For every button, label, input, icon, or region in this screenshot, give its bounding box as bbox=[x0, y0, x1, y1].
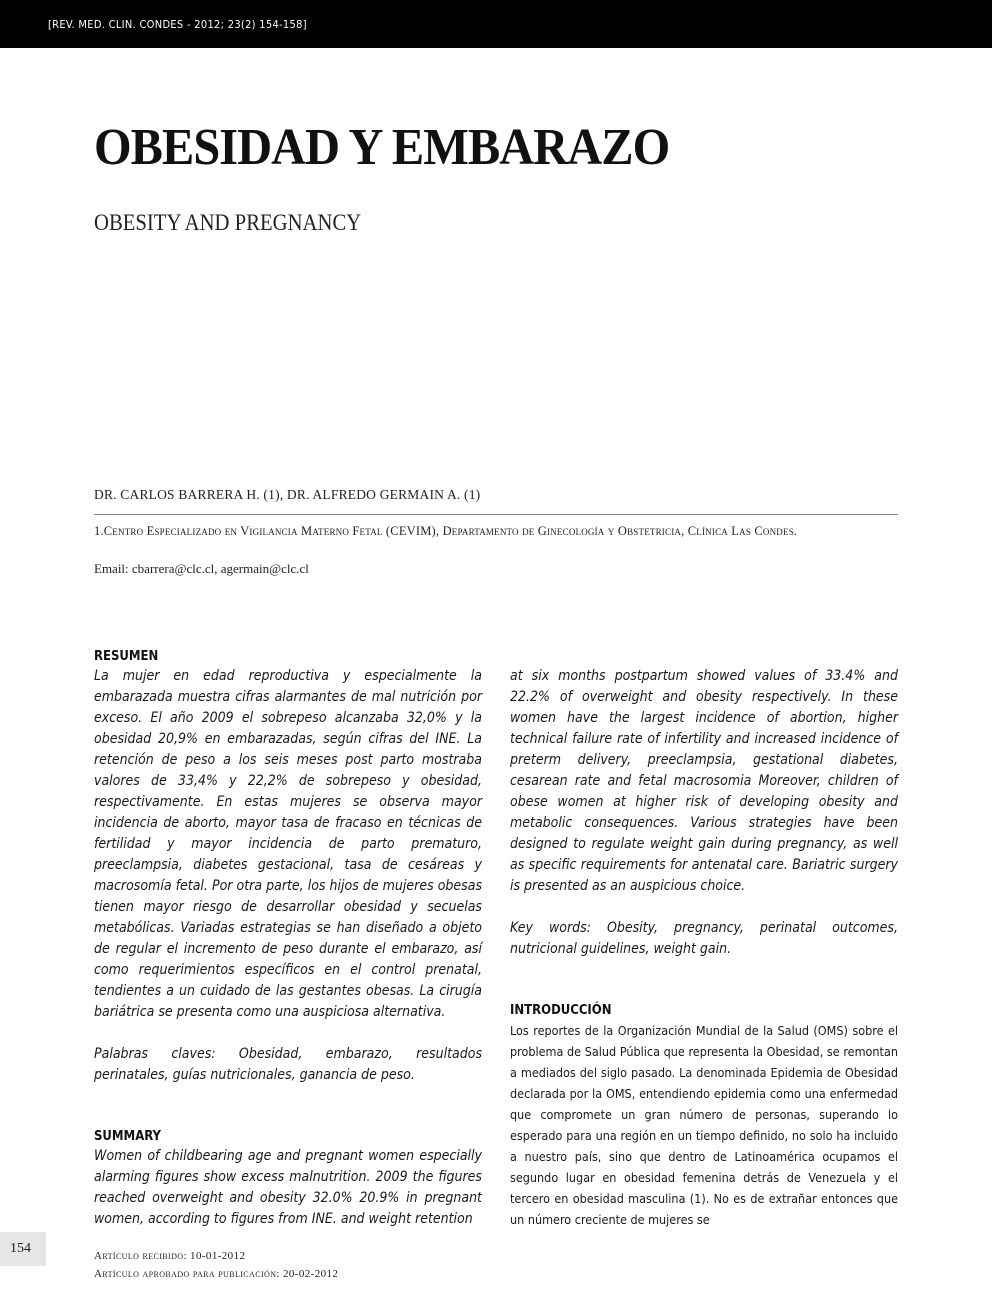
page-number-box bbox=[0, 1232, 46, 1266]
article-subtitle: OBESITY AND PREGNANCY bbox=[94, 210, 362, 235]
summary-body-part2: at six months postpartum showed values of 33.4% and 22.2% of overweight and obesity respectively. In these women have the largest incidence of abortion, higher technical failure rate of infertility and increased incidence of preterm delivery, preeclampsia, gestational diabetes, cesarean rate and fetal macrosomia Moreover, children of obese women at higher risk of developing obesity and metabolic consequences. Various strategies have been designed to regulate weight gain during pregnancy, as well as specific requirements for antenatal care. Bariatric surgery is presented as an auspicious choice. bbox=[510, 668, 898, 894]
received-date: Artículo recibido: 10-01-2012 bbox=[94, 1250, 246, 1262]
summary-heading: SUMMARY bbox=[94, 1129, 162, 1144]
page-number: 154 bbox=[10, 1241, 31, 1256]
article-title: OBESIDAD Y EMBARAZO bbox=[94, 119, 670, 176]
journal-reference: [REV. MED. CLIN. CONDES - 2012; 23(2) 154-158] bbox=[48, 18, 307, 31]
resumen-body: La mujer en edad reproductiva y especialmente la embarazada muestra cifras alarmantes de mal nutrición por exceso. El año 2009 el sobrepeso alcanzaba 32,0% y la obesidad 20,9% en embarazadas, según cifras del INE. La retención de peso a los seis meses post parto mostraba valores de 33,4% y 22,2% de sobrepeso y obesidad, respectivamente. En estas mujeres se observa mayor incidencia de aborto, mayor tasa de fracaso en técnicas de fertilidad y mayor incidencia de parto prematuro, preeclampsia, diabetes gestacional, tasa de cesáreas y macrosomía fetal. Por otra parte, los hijos de mujeres obesas tienen mayor riesgo de desarrollar obesidad y secuelas metabólicas. Variadas estrategias se han diseñado a objeto de regular el incremento de peso durante el embarazo, así como requerimientos específicos en el control prenatal, tendientes a un cuidado de las gestantes obesas. La cirugía bariátrica se presenta como una auspiciosa alternativa. bbox=[94, 668, 482, 1020]
resumen-keywords: Palabras claves: Obesidad, embarazo, resultados perinatales, guías nutricionales, ganancia de peso. bbox=[94, 1046, 482, 1083]
introduccion-heading: INTRODUCCIÓN bbox=[510, 1003, 612, 1018]
affiliation-line: 1.Centro Especializado en Vigilancia Materno Fetal (CEVIM), Departamento de Ginecología y Obstetricia, Clínica Las Condes. bbox=[94, 524, 798, 538]
summary-body-part1: Women of childbearing age and pregnant women especially alarming figures show excess malnutrition. 2009 the figures reached overweight and obesity 32.0% 20.9% in pregnant women, according to figures from INE. and weight retention bbox=[94, 1148, 482, 1227]
right-column bbox=[510, 666, 898, 1230]
authors-line: DR. CARLOS BARRERA H. (1), DR. ALFREDO GERMAIN A. (1) bbox=[94, 487, 481, 502]
resumen-heading: RESUMEN bbox=[94, 649, 159, 664]
introduccion-body: Los reportes de la Organización Mundial de la Salud (OMS) sobre el problema de Salud Pública que representa la Obesidad, se remontan a mediados del siglo pasado. La denominada Epidemia de Obesidad declarada por la OMS, entendiendo epidemia como una enfermedad que compromete un gran número de personas, superando lo esperado para una región en un tiempo definido, no solo ha incluido a nuestro país, sino que dentro de Latinoamérica ocupamos el segundo lugar en obesidad femenina detrás de Venezuela y el tercero en obesidad masculina (1). No es de extrañar entonces que un número creciente de mujeres se bbox=[510, 1023, 898, 1227]
journal-header-bar bbox=[0, 0, 992, 48]
email-line: Email: cbarrera@clc.cl, agermain@clc.cl bbox=[94, 561, 309, 576]
summary-keywords: Key words: Obesity, pregnancy, perinatal outcomes, nutricional guidelines, weight gain. bbox=[510, 920, 898, 957]
divider bbox=[94, 514, 898, 515]
approved-date: Artículo aprobado para publicación: 20-02-2012 bbox=[94, 1268, 339, 1280]
left-column bbox=[94, 648, 482, 1230]
